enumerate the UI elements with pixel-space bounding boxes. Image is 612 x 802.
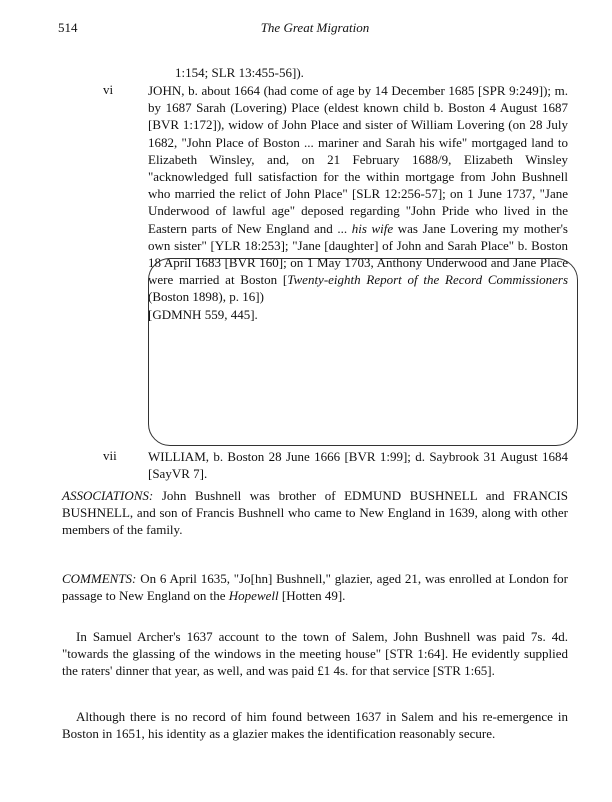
comments-text-a: On 6 April 1635, "Jo[hn] Bushnell," glazier, aged 21, was enrolled at London for passage to New England on the — [62, 571, 568, 604]
entry-numeral-vi: vi — [103, 82, 114, 97]
ship-name: Hopewell — [228, 588, 279, 604]
comments-paragraph-1 — [62, 570, 568, 604]
entry-vi-italic-1: his wife — [351, 220, 394, 236]
associations-label: ASSOCIATIONS: — [62, 488, 154, 503]
report-title: Twenty-eighth Report of the Record Commissioners — [287, 272, 568, 288]
entry-vi-text-a: JOHN, b. about 1664 (had come of age by 14 December 1685 [SPR 9:249]); m. by 1687 Sarah (Lovering) Place (eldest known child b. Boston 4 August 1687 [BVR 1:172]), widow of John Place and sister of William Lovering (on 28 July 1682, "John Place of Boston ... mariner and Sarah his wife" mortgaged land to Elizabeth Winsley, and, on 21 February 1688/9, Elizabeth Winsley "acknowledged full satisfaction for the within mortgage from John Bushnell who married the relict of John Place" [SLR 12:256-57]; on 1 June 1737, "Jane Underwood of lawful age" deposed regarding "John Pride who lived in the Eastern parts of New England and ... — [148, 83, 568, 236]
entry-vi-text — [148, 82, 568, 323]
comments-paragraph-2: In Samuel Archer's 1637 account to the town of Salem, John Bushnell was paid 7s. 4d. "towards the glassing of the windows in the meeting house" [STR 1:64]. He evidently supplied the raters' dinner that year, as well, and was paid £1 4s. for that service [STR 1:65]. — [62, 629, 568, 679]
page-header — [58, 20, 572, 40]
associations-paragraph — [62, 487, 568, 539]
entry-vi-text-c: (Boston 1898), p. 16]) — [148, 289, 264, 305]
comments-label: COMMENTS: — [62, 571, 137, 586]
comments-paragraph-3: Although there is no record of him found between 1637 in Salem and his re-emergence in Boston in 1651, his identity as a glazier makes the identification reasonably secure. — [62, 709, 568, 742]
associations-text: John Bushnell was brother of EDMUND BUSHNELL and FRANCIS BUSHNELL, and son of Francis Bushnell who came to New England in 1639, along with other members of the family. — [62, 488, 568, 538]
comments-text-b: [Hotten 49]. — [278, 588, 346, 604]
running-title: The Great Migration — [260, 20, 370, 35]
entry-vii-text: WILLIAM, b. Boston 28 June 1666 [BVR 1:99]; d. Saybrook 31 August 1684 [SayVR 7]. — [148, 449, 568, 482]
page-number: 514 — [58, 20, 78, 35]
entry-vi-text-b: was Jane Lovering my mother's own sister" [YLR 18:253]; "Jane [daughter] of John and Sarah Place" b. Boston 18 April 1683 [BVR 160]; on 1 May 1703, Anthony Underwood and Jane Place were married at Boston [ — [148, 220, 568, 288]
entry-numeral-vii: vii — [103, 448, 117, 463]
entry-vi-text-d: [GDMNH 559, 445]. — [148, 306, 258, 322]
continuation-line: 1:154; SLR 13:455-56]). — [175, 65, 304, 80]
